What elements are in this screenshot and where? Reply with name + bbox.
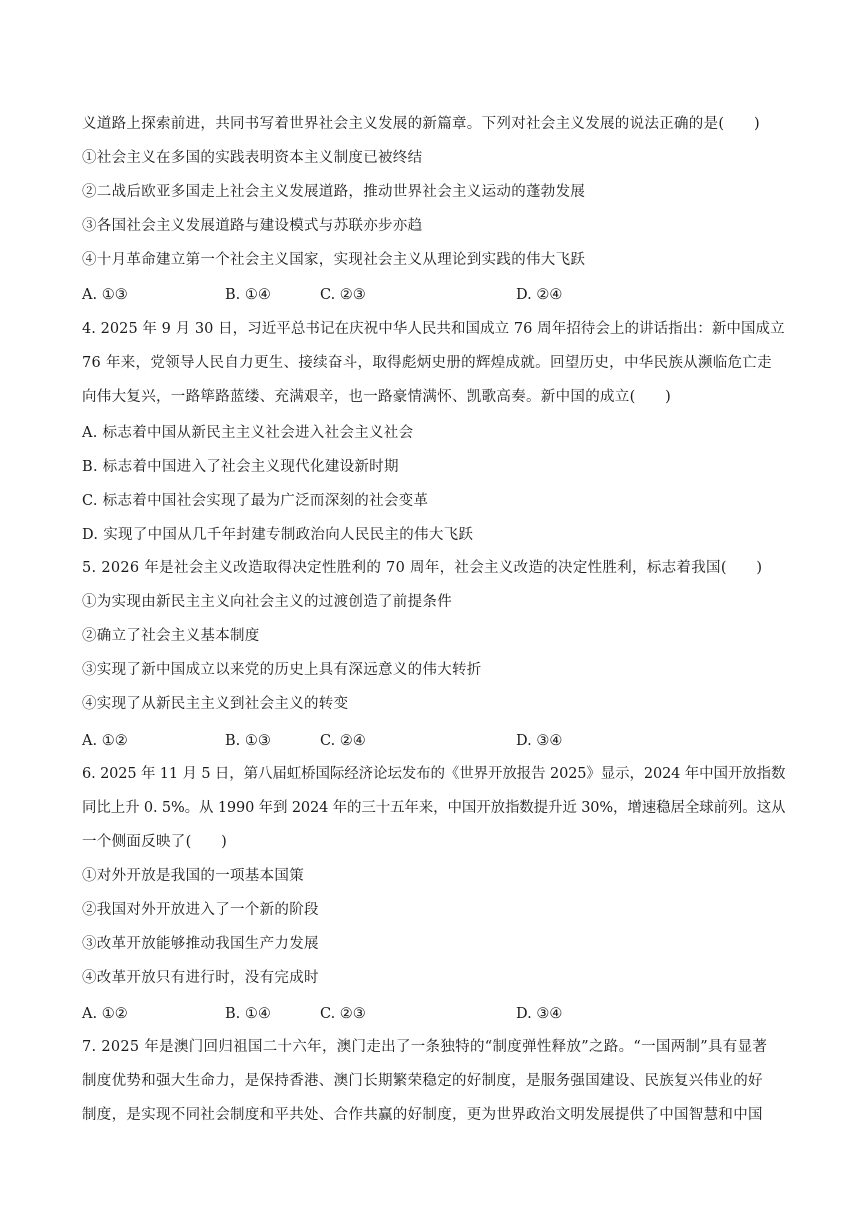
q3-option-a: A. ①③ <box>82 287 128 303</box>
q3-item-4: ④十月革命建立第一个社会主义国家，实现社会主义从理论到实践的伟大飞跃 <box>82 252 586 268</box>
q6-item-4: ④改革开放只有进行时，没有完成时 <box>82 970 319 986</box>
q6-item-3: ③改革开放能够推动我国生产力发展 <box>82 936 319 952</box>
q6-item-2: ②我国对外开放进入了一个新的阶段 <box>82 902 319 918</box>
q3-item-1: ①社会主义在多国的实践表明资本主义制度已被终结 <box>82 150 423 166</box>
q3-item-2: ②二战后欧亚多国走上社会主义发展道路，推动世界社会主义运动的蓬勃发展 <box>82 184 586 200</box>
q6-stem-line-1: 6. 2025 年 11 月 5 日，第八届虹桥国际经济论坛发布的《世界开放报告 2025》显示，2024 年中国开放指数 <box>82 766 786 782</box>
q7-stem-line-1: 7. 2025 年是澳门回归祖国二十六年，澳门走出了一条独特的“制度弹性释放”之路。“一国两制”具有显著 <box>82 1039 768 1055</box>
q5-option-d: D. ③④ <box>516 733 563 749</box>
q4-option-a: A. 标志着中国从新民主主义社会进入社会主义社会 <box>82 425 414 441</box>
q6-option-c: C. ②③ <box>320 1006 366 1022</box>
q5-item-3: ③实现了新中国成立以来党的历史上具有深远意义的伟大转折 <box>82 662 482 678</box>
q6-item-1: ①对外开放是我国的一项基本国策 <box>82 868 304 884</box>
q6-option-b: B. ①④ <box>225 1006 271 1022</box>
q5-item-1: ①为实现由新民主主义向社会主义的过渡创造了前提条件 <box>82 594 452 610</box>
q7-stem-line-3: 制度，是实现不同社会制度和平共处、合作共赢的好制度，更为世界政治文明发展提供了中国智慧和中国 <box>82 1107 763 1123</box>
q3-option-d: D. ②④ <box>516 287 563 303</box>
q5-option-b: B. ①③ <box>225 733 271 749</box>
q3-item-3: ③各国社会主义发展道路与建设模式与苏联亦步亦趋 <box>82 218 423 234</box>
q4-stem-line-3: 向伟大复兴，一路筚路蓝缕、充满艰辛，也一路豪情满怀、凯歌高奏。新中国的成立( ) <box>82 389 672 405</box>
q6-option-d: D. ③④ <box>516 1006 563 1022</box>
q6-stem-line-2: 同比上升 0. 5%。从 1990 年到 2024 年的三十五年来，中国开放指数提升近 30%，增速稳居全球前列。这从 <box>82 800 786 816</box>
q5-option-c: C. ②④ <box>320 733 366 749</box>
q4-option-c: C. 标志着中国社会实现了最为广泛而深刻的社会变革 <box>82 493 429 509</box>
q4-option-b: B. 标志着中国进入了社会主义现代化建设新时期 <box>82 459 399 475</box>
q4-option-d: D. 实现了中国从几千年封建专制政治向人民民主的伟大飞跃 <box>82 527 474 543</box>
q5-option-a: A. ①② <box>82 733 128 749</box>
q6-stem-line-3: 一个侧面反映了( ) <box>82 834 228 850</box>
q7-stem-line-2: 制度优势和强大生命力，是保持香港、澳门长期繁荣稳定的好制度，是服务强国建设、民族复兴伟业的好 <box>82 1073 763 1089</box>
q3-option-b: B. ①④ <box>225 287 271 303</box>
q6-option-a: A. ①② <box>82 1006 128 1022</box>
q4-stem-line-1: 4. 2025 年 9 月 30 日，习近平总书记在庆祝中华人民共和国成立 76 周年招待会上的讲话指出：新中国成立 <box>82 321 785 337</box>
q5-item-4: ④实现了从新民主主义到社会主义的转变 <box>82 696 349 712</box>
q3-stem-line: 义道路上探索前进，共同书写着世界社会主义发展的新篇章。下列对社会主义发展的说法正确的是( ) <box>82 116 760 132</box>
q5-stem-line: 5. 2026 年是社会主义改造取得决定性胜利的 70 周年，社会主义改造的决定性胜利，标志着我国( ) <box>82 560 763 576</box>
q5-item-2: ②确立了社会主义基本制度 <box>82 628 260 644</box>
q4-stem-line-2: 76 年来，党领导人民自力更生、接续奋斗，取得彪炳史册的辉煌成就。回望历史，中华民族从濒临危亡走 <box>82 355 772 371</box>
q3-option-c: C. ②③ <box>320 287 366 303</box>
